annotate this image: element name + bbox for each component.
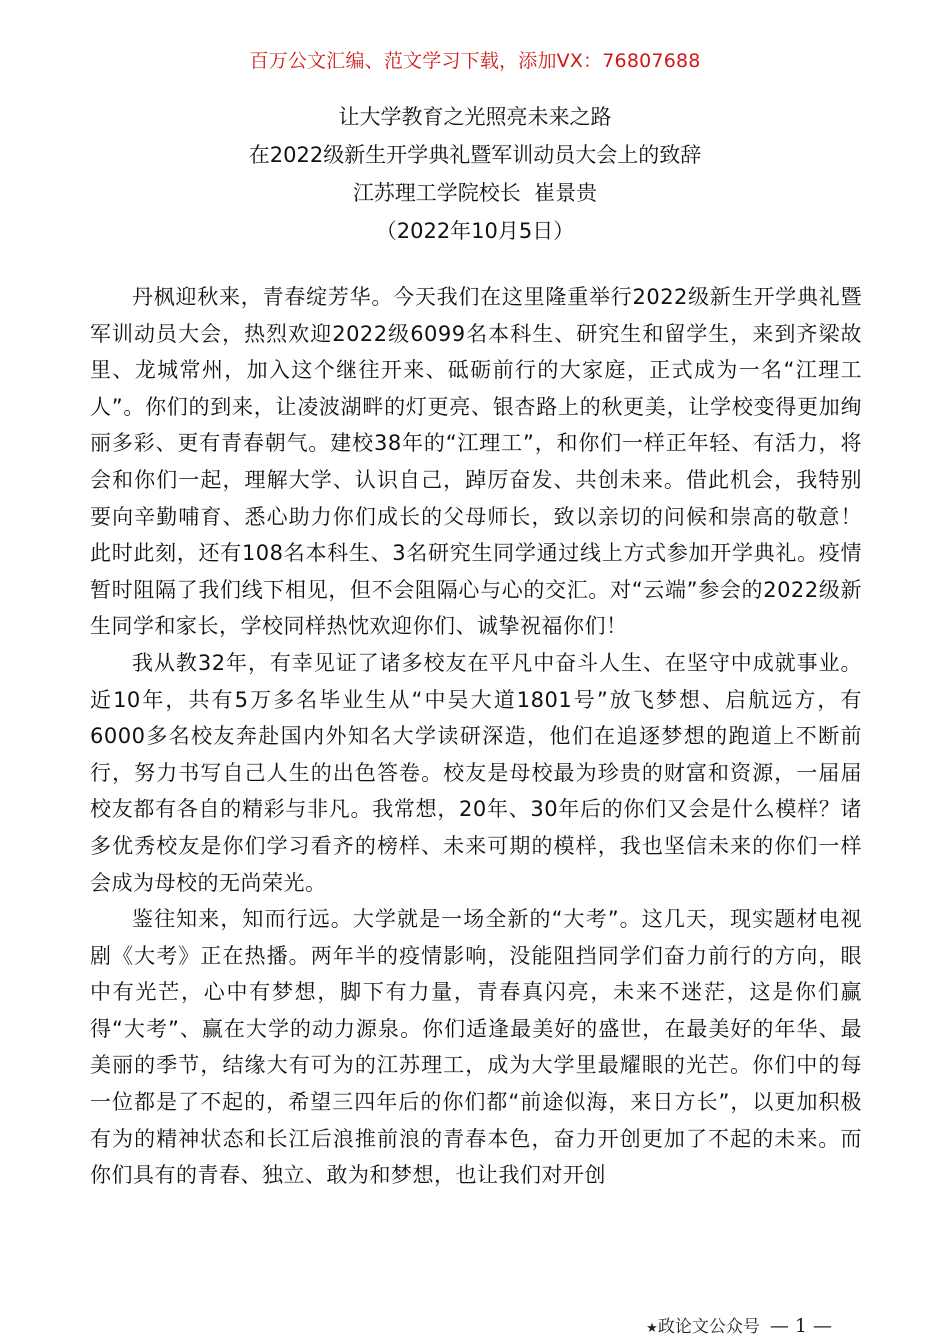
document-subtitle: 在2022级新生开学典礼暨军训动员大会上的致辞 xyxy=(248,143,702,167)
body-paragraph-3: 鉴往知来，知而行远。大学就是一场全新的“大考”。这几天，现实题材电视剧《大考》正在热播。两年半的疫情影响，没能阻挡同学们奋力前行的方向，眼中有光芒，心中有梦想，脚下有力量，青春真闪亮，未来不迷茫，这是你们赢得“大考”、赢在大学的动力源泉。你们适逢最美好的盛世，在最美好的年华、最美丽的季节，结缘大有可为的江苏理工，成为大学里最耀眼的光芒。你们中的每一位都是了不起的，希望三四年后的你们都“前途似海，来日方长”，以更加积极有为的精神状态和长江后浪推前浪的青春本色，奋力开创更加了不起的未来。而你们具有的青春、独立、敢为和梦想，也让我们对开创 xyxy=(90,907,862,1188)
footer-source: 政论文公众号 xyxy=(657,1317,760,1337)
page-number: — 1 — xyxy=(769,1315,832,1337)
body-paragraph-1: 丹枫迎秋来，青春绽芳华。今天我们在这里隆重举行2022级新生开学典礼暨军训动员大会，热烈欢迎2022级6099名本科生、研究生和留学生，来到齐梁故里、龙城常州，加入这个继往开来、砥砺前行的大家庭，正式成为一名“江理工人”。你们的到来，让凌波湖畔的灯更亮、银杏路上的秋更美，让学校变得更加绚丽多彩、更有青春朝气。建校38年的“江理工”，和你们一样正年轻、有活力，将会和你们一起，理解大学、认识自己，踔厉奋发、共创未来。借此机会，我特别要向辛勤哺育、悉心助力你们成长的父母师长，致以亲切的问候和崇高的敬意！此时此刻，还有108名本科生、3名研究生同学通过线上方式参加开学典礼。疫情暂时阻隔了我们线下相见，但不会阻隔心与心的交汇。对“云端”参会的2022级新生同学和家长，学校同样热忱欢迎你们、诚挚祝福你们！ xyxy=(90,285,862,639)
star-icon: ★ xyxy=(646,1321,658,1336)
document-title: 让大学教育之光照亮未来之路 xyxy=(338,105,612,129)
document-author: 江苏理工学院校长 崔景贵 xyxy=(352,181,598,205)
body-paragraph-2: 我从教32年，有幸见证了诸多校友在平凡中奋斗人生、在坚守中成就事业。近10年，共有5万多名毕业生从“中吴大道1801号”放飞梦想、启航远方，有6000多名校友奔赴国内外知名大学读研深造，他们在追逐梦想的跑道上不断前行，努力书写自己人生的出色答卷。校友是母校最为珍贵的财富和资源，一届届校友都有各自的精彩与非凡。我常想，20年、30年后的你们又会是什么模样？诸多优秀校友是你们学习看齐的榜样、未来可期的模样，我也坚信未来的你们一样会成为母校的无尚荣光。 xyxy=(90,650,862,895)
document-body xyxy=(90,279,862,1194)
document-header xyxy=(0,98,950,250)
page-footer xyxy=(646,1312,832,1337)
document-date: （2022年10月5日） xyxy=(375,219,575,243)
promo-banner: 百万公文汇编、范文学习下载，添加VX：76807688 xyxy=(249,50,701,72)
